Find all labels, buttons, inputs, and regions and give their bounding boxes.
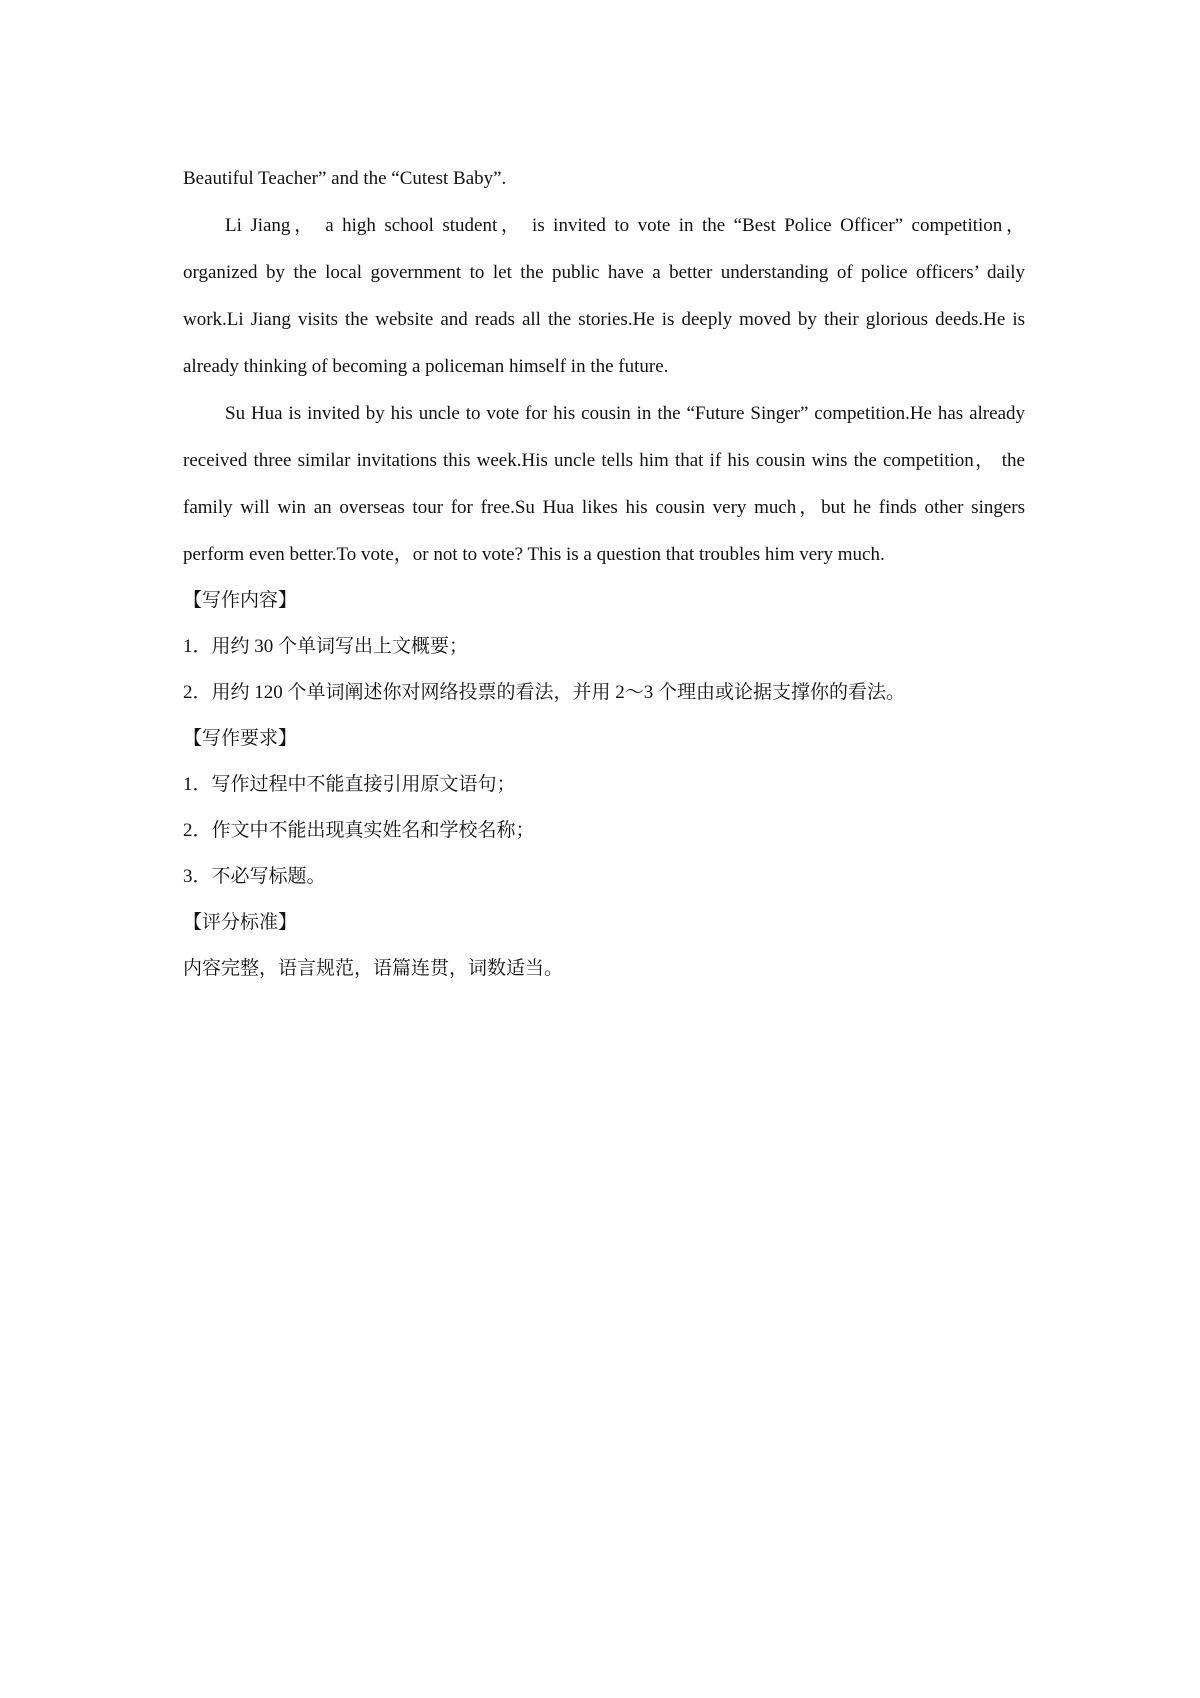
writing-content-item-1: 1．用约 30 个单词写出上文概要； <box>183 636 469 657</box>
passage-paragraph-2: Li Jiang， a high school student， is invited to vote in the “Best Police Officer” competition，organized by the local government to let the public have a better understanding of police officers’ daily work.Li Jiang visits the website and reads all the stories.He is deeply moved by their glorious deeds.He is already thinking of becoming a policeman himself in the future. <box>183 215 1025 377</box>
writing-content-heading: 【写作内容】 <box>183 590 298 611</box>
writing-requirement-item-1: 1．写作过程中不能直接引用原文语句； <box>183 774 516 795</box>
passage-paragraph-3: Su Hua is invited by his uncle to vote for his cousin in the “Future Singer” competition.He has already received three similar invitations this week.His uncle tells him that if his cousin wins the competition， the family will win an overseas tour for free.Su Hua likes his cousin very much，but he finds other singers perform even better.To vote，or not to vote? This is a question that troubles him very much. <box>183 403 1025 565</box>
writing-requirement-item-2: 2．作文中不能出现真实姓名和学校名称； <box>183 820 535 841</box>
grading-text: 内容完整，语言规范，语篇连贯，词数适当。 <box>183 958 564 979</box>
writing-content-item-2: 2．用约 120 个单词阐述你对网络投票的看法，并用 2～3 个理由或论据支撑你的看法。 <box>183 682 906 703</box>
document-page <box>183 155 1025 992</box>
writing-requirements-heading: 【写作要求】 <box>183 728 298 749</box>
passage-paragraph-1: Beautiful Teacher” and the “Cutest Baby”. <box>183 168 507 189</box>
grading-heading: 【评分标准】 <box>183 912 298 933</box>
writing-requirement-item-3: 3．不必写标题。 <box>183 866 326 887</box>
